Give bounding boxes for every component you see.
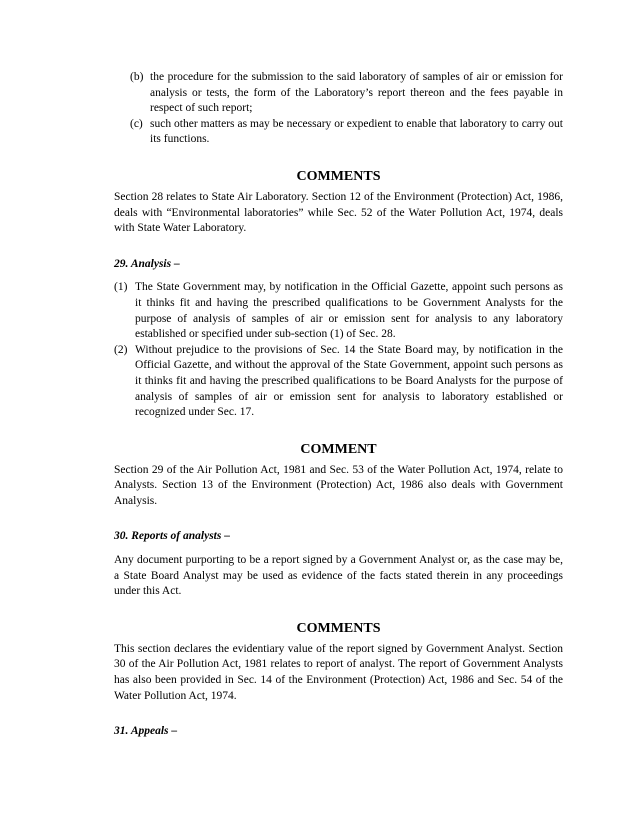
sub-clause-text: Without prejudice to the provisions of Sec. 14 the State Board may, by notification in the Official Gazette, and without the approval of the State Government, appoint such persons as it thinks fit and having the prescribed qualifications to be Board Analysts for the purpose of analysis of samples of air or emission sent for analysis to laboratory established or recognized under Sec. 17. [135,343,563,419]
comments-heading-2: COMMENTS [296,620,381,636]
clause-b [114,70,563,117]
sub-clause-text: The State Government may, by notification in the Official Gazette, appoint such persons as it thinks fit and having the prescribed qualifications to be Government Analysts for the purpose of analysis of samples of air or emission sent for analysis to any laboratory established or specified under sub-section (1) of Sec. 28. [135,281,563,341]
comments-heading: COMMENTS [296,168,381,184]
clause-label: (c) [130,117,143,130]
comments-text: Section 28 relates to State Air Laboratory. Section 12 of the Environment (Protection) Act, 1986, deals with “Environmental laboratories” while Sec. 52 of the Water Pollution Act, 1974, deals with State Water Laboratory. [114,190,563,235]
sub-clause-label: (2) [114,343,128,356]
clause-label: (b) [130,71,144,83]
section-30-text: Any document purporting to be a report signed by a Government Analyst or, as the case may be, a State Board Analyst may be used as evidence of the facts stated therein in any proceedings under this Act. [114,554,563,598]
clause-text: the procedure for the submission to the said laboratory of samples of air or emission for analysis or tests, the form of the Laboratory’s report thereon and the fees payable in respect of such report; [150,71,563,115]
section-29-title: 29. Analysis – [114,257,180,270]
comment-text: Section 29 of the Air Pollution Act, 1981 and Sec. 53 of the Water Pollution Act, 1974, relate to Analysts. Section 13 of the Environment (Protection) Act, 1986 also deals with Government Analysis. [114,463,563,507]
sub-clause-label: (1) [114,281,128,294]
sub-clause-1 [114,280,563,342]
section-31-title: 31. Appeals – [114,725,178,738]
clause-text: such other matters as may be necessary or expedient to enable that laboratory to carry out its functions. [150,117,563,146]
clause-c [114,117,563,148]
comments-text-2: This section declares the evidentiary value of the report signed by Government Analyst. Section 30 of the Air Pollution Act, 1981 relates to report of analyst. The report of Government Analysts has also been provided in Sec. 14 of the Environment (Protection) Act, 1986 and Sec. 54 of the Water Pollution Act, 1974. [114,642,563,702]
sub-clause-2 [114,343,563,421]
comment-heading: COMMENT [300,441,377,457]
section-30-title: 30. Reports of analysts – [114,530,230,543]
